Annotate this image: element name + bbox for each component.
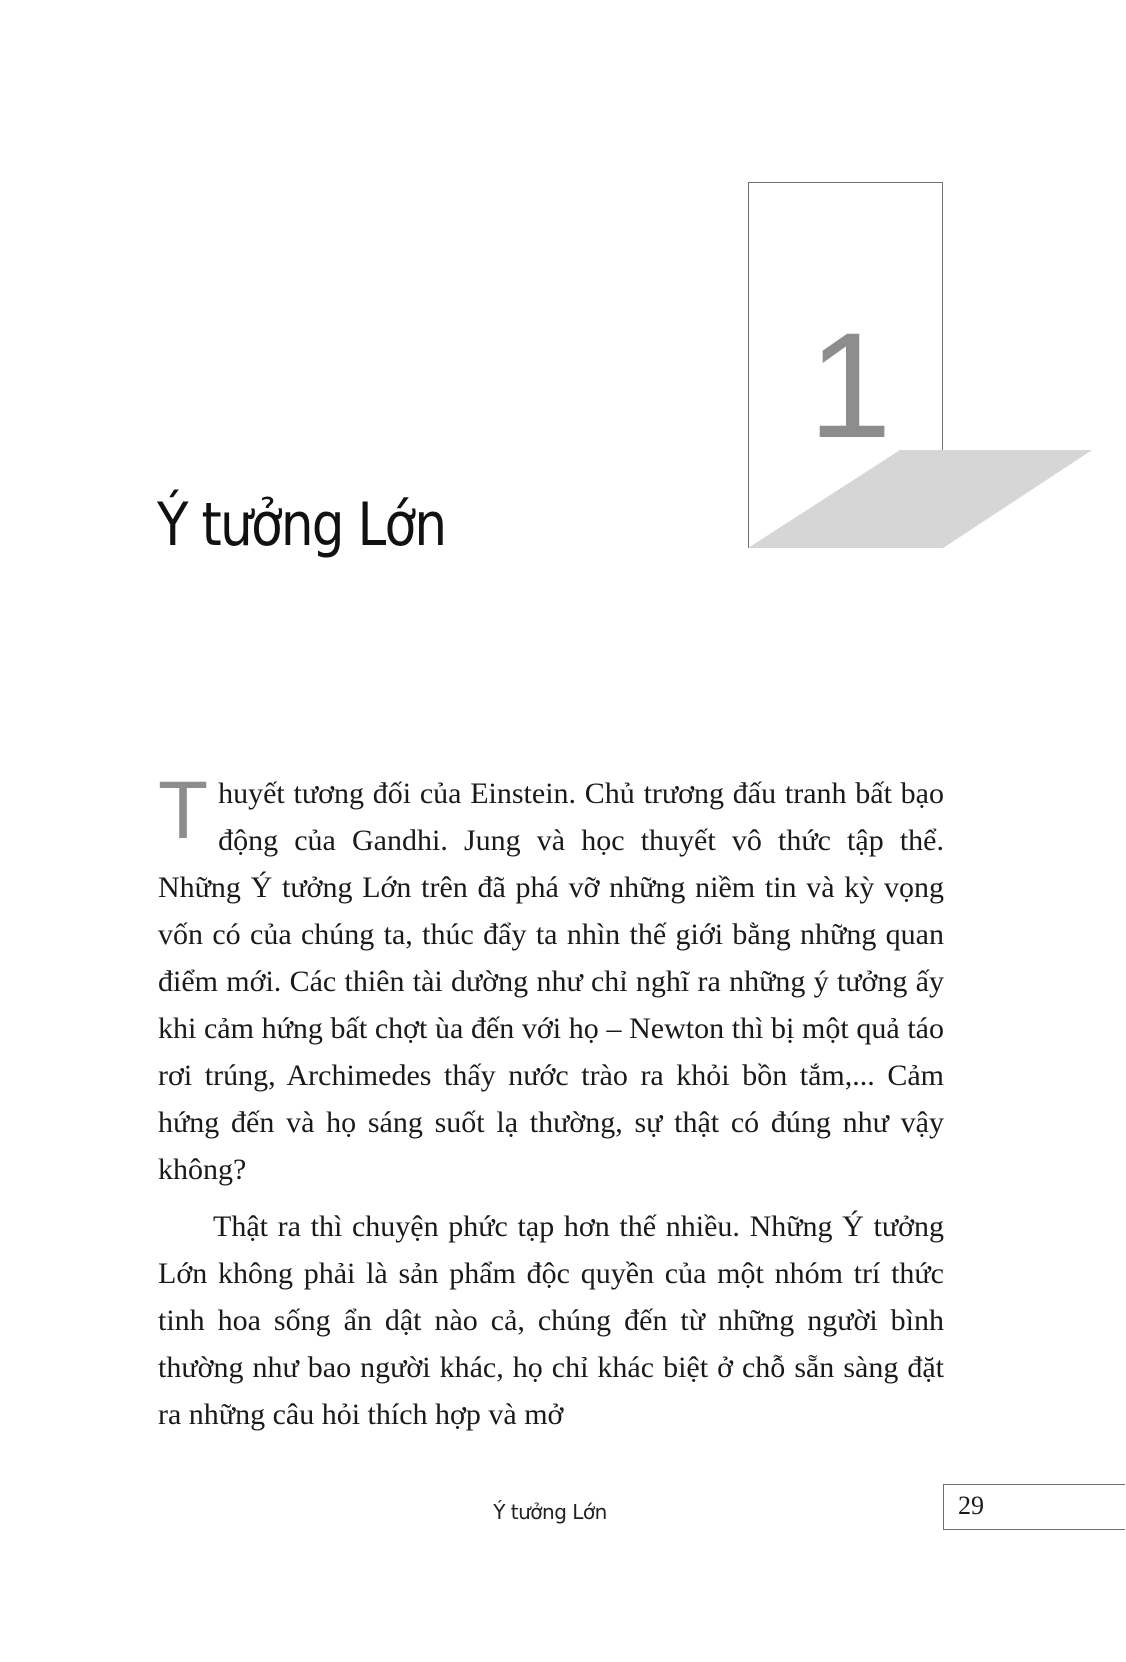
chapter-title: Ý tưởng Lớn <box>157 490 446 560</box>
paragraph-1 <box>158 765 944 1193</box>
running-header: Ý tưởng Lớn <box>493 1500 607 1524</box>
drop-cap: T <box>158 765 209 856</box>
paragraph-1-text: huyết tương đối của Einstein. Chủ trương đấu tranh bất bạo động của Gandhi. Jung và học thuyết vô thức tập thể. Những Ý tưởng Lớn trên đã phá vỡ những niềm tin và kỳ vọng vốn có của chúng ta, thúc đẩy ta nhìn thế giới bằng những quan điểm mới. Các thiên tài dường như chỉ nghĩ ra những ý tưởng ấy khi cảm hứng bất chợt ùa đến với họ – Newton thì bị một quả táo rơi trúng, Archimedes thấy nước trào ra khỏi bồn tắm,... Cảm hứng đến và họ sáng suốt lạ thường, sự thật có đúng như vậy không? <box>158 777 944 1186</box>
page-number: 29 <box>943 1484 1125 1530</box>
paragraph-2: Thật ra thì chuyện phức tạp hơn thế nhiều. Những Ý tưởng Lớn không phải là sản phẩm độc quyền của một nhóm trí thức tinh hoa sống ẩn dật nào cả, chúng đến từ những người bình thường như bao người khác, họ chỉ khác biệt ở chỗ sẵn sàng đặt ra những câu hỏi thích hợp và mở <box>158 1210 944 1431</box>
chapter-number: 1 <box>808 301 892 469</box>
body-text <box>158 765 944 1438</box>
